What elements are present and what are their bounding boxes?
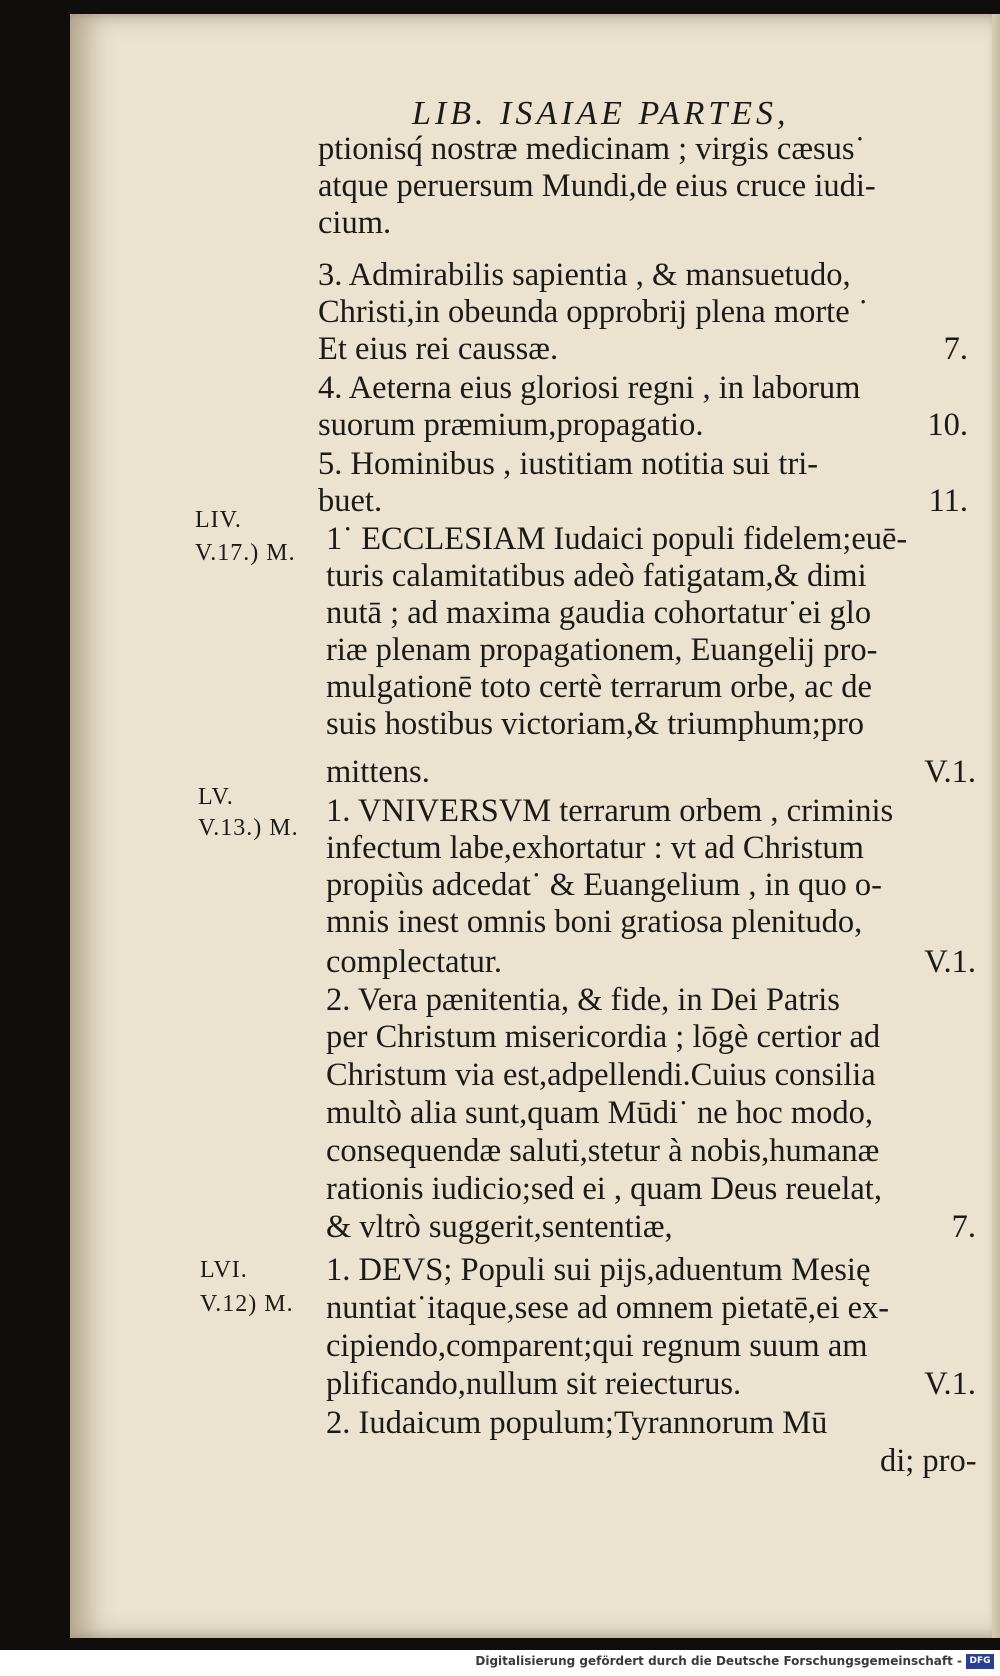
verse-ref: 7. (943, 331, 968, 367)
text-line (326, 1404, 976, 1442)
text-line (326, 866, 976, 904)
text-line (318, 293, 968, 331)
text-line (318, 445, 968, 483)
line-text: & vltrò suggerit,sententiæ, (326, 1209, 673, 1245)
margin-chapter: LIV. (195, 507, 242, 533)
funding-notice: Digitalisierung gefördert durch die Deutsche Forschungsgemeinschaft - (475, 1654, 962, 1668)
text-line (318, 256, 968, 294)
verse-ref: V.1. (924, 1366, 976, 1402)
text-line (318, 130, 968, 168)
line-text: 2. Iudaicum populum;Tyrannorum Mū (326, 1405, 828, 1441)
text-line (326, 1365, 976, 1403)
line-text: 2. Vera pænitentia, & fide, in Dei Patris (326, 982, 840, 1018)
text-line (318, 167, 968, 205)
line-text: mulgationē toto certè terrarum orbe, ac de (326, 669, 872, 705)
verse-ref: V.1. (924, 944, 976, 980)
line-text: mittens. (326, 754, 430, 790)
line-text: Et eius rei caussæ. (318, 331, 559, 367)
text-line (326, 829, 976, 867)
line-text: suis hostibus victoriam,& triumphum;pro (326, 706, 865, 742)
page-edge (992, 14, 1000, 1638)
text-line (326, 753, 976, 791)
dfg-logo: DFG (966, 1654, 994, 1669)
verse-ref: 10. (927, 407, 968, 443)
text-line (326, 943, 976, 981)
text-line (326, 1289, 976, 1327)
line-text: 3. Admirabilis sapientia , & mansuetudo, (318, 257, 851, 293)
text-line (326, 1170, 976, 1208)
line-text: complectatur. (326, 944, 502, 980)
text-line (880, 1442, 977, 1480)
text-line (326, 1251, 976, 1289)
line-text: consequendæ saluti,stetur à nobis,humanæ (326, 1133, 880, 1169)
text-line (326, 1094, 976, 1132)
text-line (318, 482, 968, 520)
verse-ref: 7. (951, 1209, 976, 1245)
text-line (326, 1327, 976, 1365)
line-text: turis calamitatibus adeò fatigatam,& dimi (326, 558, 867, 594)
running-head: LIB. ISAIAE PARTES, (412, 95, 790, 132)
line-text: di; pro- (880, 1443, 977, 1479)
line-text: per Christum misericordia ; lōgè certior ad (326, 1019, 881, 1055)
line-text: mnis inest omnis boni gratiosa plenitudo, (326, 904, 863, 940)
line-text: rationis iudicio;sed ei , quam Deus reuelat, (326, 1171, 882, 1207)
text-line (326, 557, 976, 595)
text-line (326, 903, 976, 941)
text-line (326, 705, 976, 743)
line-text: cipiendo,comparent;qui regnum suum am (326, 1328, 868, 1364)
verse-ref: 11. (928, 483, 968, 519)
text-line (326, 792, 976, 830)
line-text: 1. VNIVERSVM terrarum orbem , criminis (326, 793, 894, 829)
line-text: suorum præmium,propagatio. (318, 407, 704, 443)
line-text: cium. (318, 205, 392, 241)
verse-ref: V.1. (924, 754, 976, 790)
text-line (326, 1132, 976, 1170)
line-text: 1˙ ECCLESIAM Iudaici populi fidelem;euē- (326, 521, 908, 557)
line-text: atque peruersum Mundi,de eius cruce iudi- (318, 168, 876, 204)
line-text: propiùs adcedat˙ & Euangelium , in quo o- (326, 867, 882, 903)
text-line (326, 520, 976, 558)
margin-verse: V.17.) M. (195, 540, 296, 566)
line-text: infectum labe,exhortatur : vt ad Christum (326, 830, 864, 866)
line-text: buet. (318, 483, 383, 519)
margin-chapter: LV. (198, 784, 234, 810)
text-line (326, 1018, 976, 1056)
text-line (318, 369, 968, 407)
line-text: nuntiat˙itaque,sese ad omnem pietatē,ei ex- (326, 1290, 890, 1326)
text-line (326, 1056, 976, 1094)
line-text: nutā ; ad maxima gaudia cohortatur˙ei glo (326, 595, 872, 631)
margin-verse: V.12) M. (200, 1291, 294, 1317)
line-text: Christi,in obeunda opprobrij plena morte ˙ (318, 294, 869, 330)
text-line (326, 594, 976, 632)
text-line (326, 631, 976, 669)
line-text: 1. DEVS; Populi sui pijs,aduentum Mesię (326, 1252, 871, 1288)
line-text: ptionisq́ nostræ medicinam ; virgis cæsus˙ (318, 131, 866, 167)
footer-bar (0, 1650, 1000, 1676)
text-line (326, 981, 976, 1019)
line-text: riæ plenam propagationem, Euangelij pro- (326, 632, 878, 668)
margin-chapter: LVI. (200, 1257, 248, 1283)
text-line (326, 1208, 976, 1246)
line-text: 4. Aeterna eius gloriosi regni , in laborum (318, 370, 861, 406)
line-text: Christum via est,adpellendi.Cuius consilia (326, 1057, 876, 1093)
line-text: multò alia sunt,quam Mūdi˙ ne hoc modo, (326, 1095, 874, 1131)
line-text: plificando,nullum sit reiecturus. (326, 1366, 742, 1402)
text-line (326, 668, 976, 706)
line-text: 5. Hominibus , iustitiam notitia sui tri- (318, 446, 819, 482)
text-line (318, 204, 968, 242)
margin-verse: V.13.) M. (198, 815, 299, 841)
text-line (318, 406, 968, 444)
text-line (318, 330, 968, 368)
